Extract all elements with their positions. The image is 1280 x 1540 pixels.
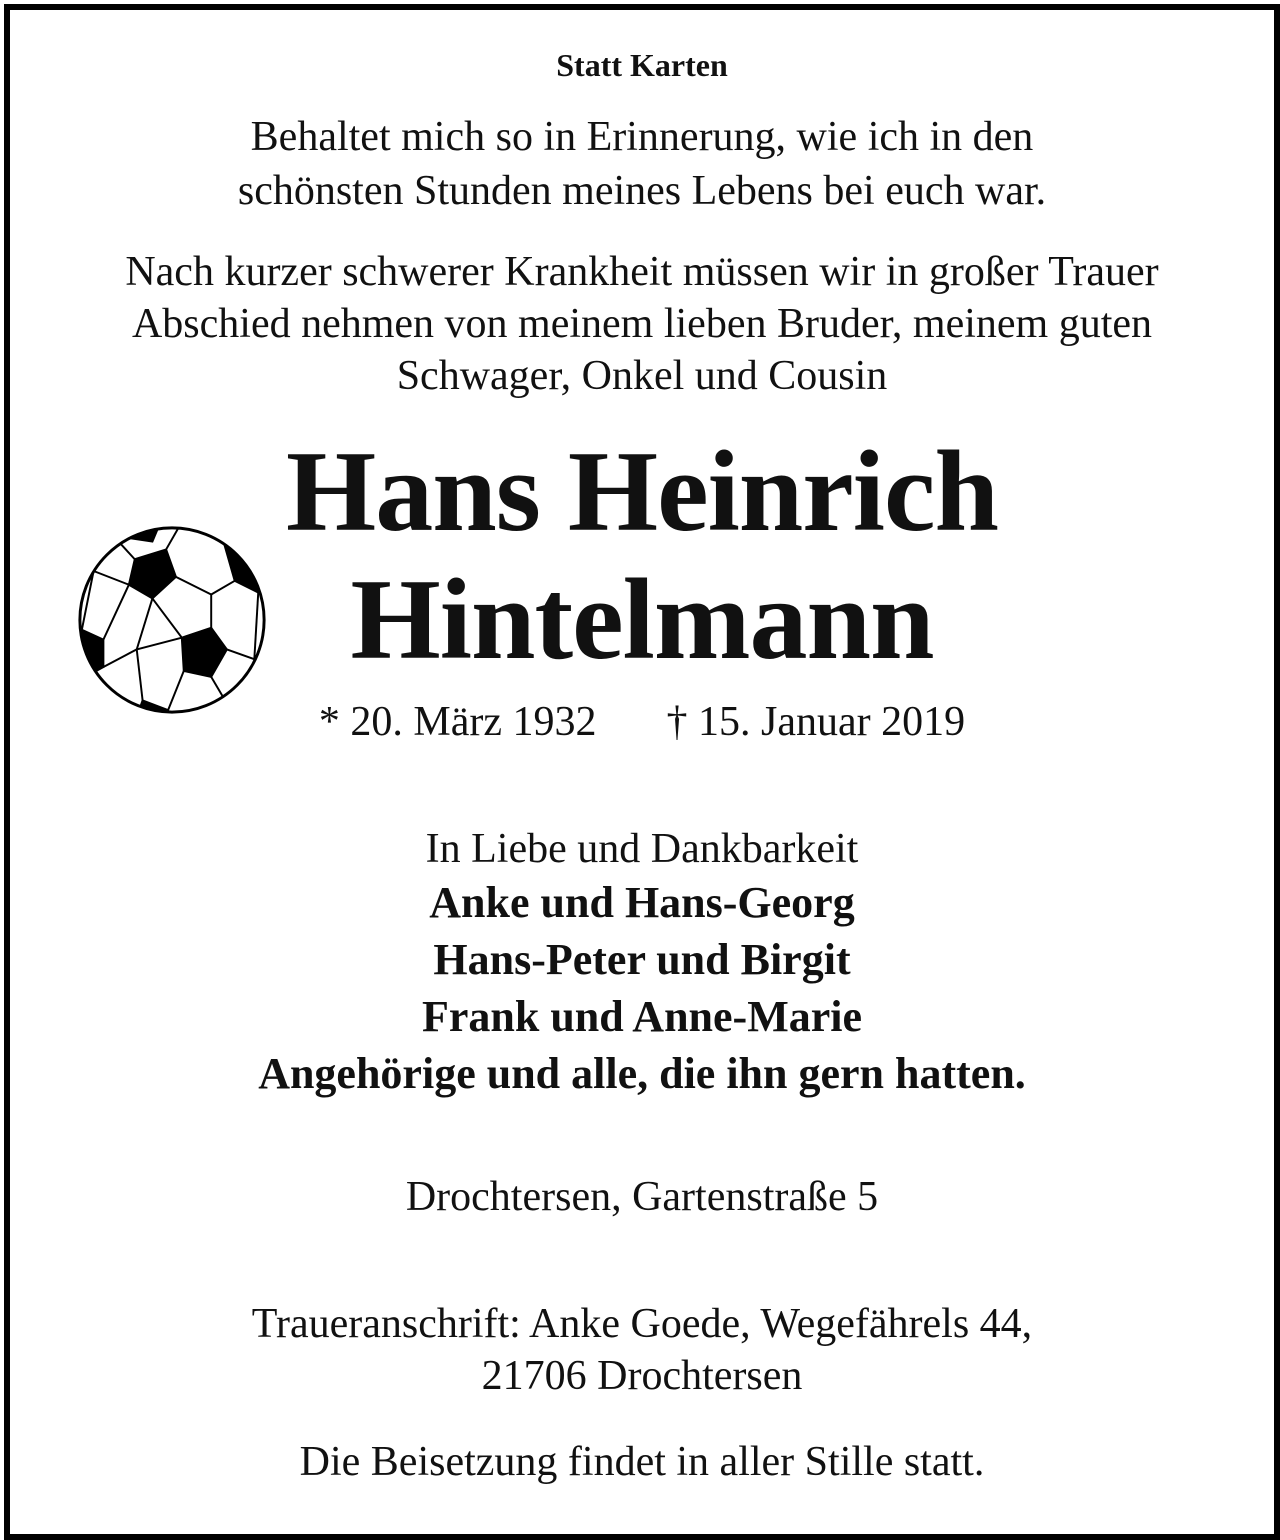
soccer-ball-icon (74, 522, 270, 718)
residence-address: Drochtersen, Gartenstraße 5 (405, 1174, 879, 1220)
death-date: † 15. Januar 2019 (666, 699, 966, 745)
mourner-line: Hans-Peter und Birgit (433, 935, 851, 984)
life-dates (10, 694, 1274, 750)
mourning-address-line: Traueranschrift: Anke Goede, Wegefährels 44, (251, 1301, 1033, 1347)
mourning-address-line: 21706 Drochtersen (481, 1353, 803, 1399)
burial-note: Die Beisetzung findet in aller Stille statt. (299, 1439, 985, 1485)
mourners-intro: In Liebe und Dankbarkeit (425, 826, 859, 872)
birth-date: * 20. März 1932 (318, 699, 597, 745)
mourning-address (10, 1298, 1274, 1402)
quote-line: Behaltet mich so in Erinnerung, wie ich in den (250, 114, 1034, 160)
quote-line: schönsten Stunden meines Lebens bei euch war. (237, 168, 1047, 214)
mourner-line: Angehörige und alle, die ihn gern hatten. (258, 1049, 1026, 1098)
memorial-quote (10, 110, 1274, 218)
announcement-line: Abschied nehmen von meinem lieben Bruder, meinem guten (131, 301, 1153, 347)
announcement-line: Schwager, Onkel und Cousin (396, 353, 888, 399)
obituary-notice (4, 4, 1280, 1540)
mourner-line: Anke und Hans-Georg (429, 878, 855, 927)
deceased-surname: Hintelmann (350, 556, 934, 684)
announcement-text (10, 246, 1274, 402)
mourners-list (10, 874, 1274, 1102)
statt-karten-heading: Statt Karten (556, 47, 728, 83)
mourner-line: Frank und Anne-Marie (421, 992, 863, 1041)
announcement-line: Nach kurzer schwerer Krankheit müssen wir in großer Trauer (125, 249, 1159, 295)
deceased-first-names: Hans Heinrich (285, 428, 999, 556)
